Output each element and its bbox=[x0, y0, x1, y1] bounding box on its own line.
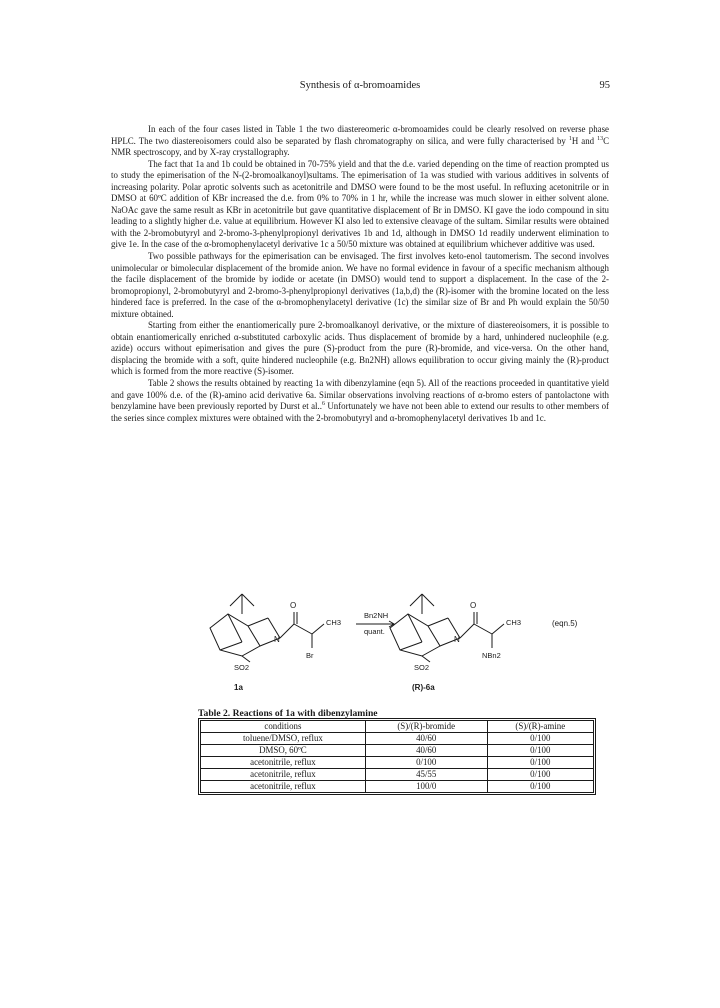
cell-conditions: acetonitrile, reflux bbox=[201, 781, 366, 793]
page-header bbox=[110, 80, 610, 96]
table-row bbox=[201, 745, 594, 757]
cell-amine-ratio: 0/100 bbox=[487, 769, 593, 781]
reaction-scheme bbox=[190, 578, 610, 708]
cell-conditions: toluene/DMSO, reflux bbox=[201, 733, 366, 745]
condition-label: quant. bbox=[364, 627, 385, 636]
reactant-ch3: CH3 bbox=[326, 618, 342, 627]
paragraph-5: Table 2 shows the results obtained by reacting 1a with dibenzylamine (eqn 5). All of the reactions proceeded in quantitative yield and gave 100% d.e. of the (R)-amino acid derivative 6a. Similar observations involving reactions of α-bromo esters of pantolactone with benzylamine have been previously reported by Durst et al..$^6$ Unfortunately we have not been able to extend our results to other members of the series since complex mixtures were obtained with the 2-bromobutyryl and α-bromophenylacetyl derivatives 1b and 1c. bbox=[111, 378, 610, 423]
reaction-scheme-drawing bbox=[190, 578, 610, 708]
results-table bbox=[200, 720, 594, 793]
cell-bromide-ratio: 40/60 bbox=[365, 745, 487, 757]
header-conditions: conditions bbox=[201, 721, 366, 733]
product-label: (R)-6a bbox=[412, 683, 435, 692]
product-nitrogen: N bbox=[454, 635, 460, 644]
reagent-label: Bn2NH bbox=[364, 611, 389, 620]
paragraph-4: Starting from either the enantiomerically pure 2-bromoalkanoyl derivative, or the mixture of diastereoisomers, it is possible to obtain enantiomerically enriched α-substituted carboxylic acids. Thus displacement of bromide by a hard, unhindered nucleophile (e.g. azide) occurs without epimerisation and gives the pure (S)-product from the pure (R)-bromide, and vice-versa. On the other hand, displacing the bromide with a soft, quite hindered nucleophile (e.g. Bn2NH) allows equilibration to occur giving mainly the (R)-product which is formed from the more reactive (S)-isomer. bbox=[111, 320, 609, 377]
table-caption: Table 2. Reactions of 1a with dibenzylamine bbox=[198, 708, 378, 719]
table-header-row bbox=[201, 721, 594, 733]
table-row bbox=[201, 757, 594, 769]
equation-label: (eqn.5) bbox=[552, 619, 578, 628]
cell-bromide-ratio: 0/100 bbox=[365, 757, 487, 769]
reactant-so2: SO2 bbox=[234, 663, 250, 672]
paragraph-3: Two possible pathways for the epimerisation can be envisaged. The first involves keto-enol tautomerism. The second involves unimolecular or bimolecular displacement of the bromide anion. We have no formal evidence in favour of a specific mechanism although the facile displacement of the bromide by iodide or acetate (in DMSO) would tend to support a displacement. In the case of the 2-bromopropionyl, 2-bromobutyryl and 2-bromo-3-phenylpropionyl derivatives (1a,b,d) the (R)-isomer with the bromine located on the less hindered face is preferred. In the case of the α-bromophenylacetyl derivative (1c) the similar size of Br and Ph would explain the 50/50 mixture obtained. bbox=[111, 251, 609, 319]
table-row bbox=[201, 769, 594, 781]
cell-amine-ratio: 0/100 bbox=[487, 745, 593, 757]
reactant-nitrogen: N bbox=[274, 635, 280, 644]
reactant-label: 1a bbox=[234, 683, 243, 692]
paragraph-1: In each of the four cases listed in Table 1 the two diastereomeric α-bromoamides could be clearly resolved on reverse phase HPLC. The two diastereoisomers could also be separated by flash chromatography on silica, and were fully characterised by $^1$H and $^{13}$C NMR spectroscopy, and by X-ray crystallography. bbox=[111, 124, 609, 158]
product-so2: SO2 bbox=[414, 663, 430, 672]
header-amine-ratio: (S)/(R)-amine bbox=[487, 721, 593, 733]
cell-amine-ratio: 0/100 bbox=[487, 757, 593, 769]
product-oxygen: O bbox=[470, 601, 477, 610]
table-row bbox=[201, 781, 594, 793]
body-text bbox=[111, 124, 609, 424]
product-ch3: CH3 bbox=[506, 618, 522, 627]
cell-bromide-ratio: 100/0 bbox=[365, 781, 487, 793]
cell-conditions: acetonitrile, reflux bbox=[201, 757, 366, 769]
cell-amine-ratio: 0/100 bbox=[487, 733, 593, 745]
cell-conditions: DMSO, 60ºC bbox=[201, 745, 366, 757]
paragraph-2: The fact that 1a and 1b could be obtained in 70-75% yield and that the d.e. varied depending on the time of reaction prompted us to study the epimerisation of the N-(2-bromoalkanoyl)sultams. The epimerisation of 1a was studied with various additives in solvents of increasing polarity. Polar aprotic solvents such as acetonitrile and DMSO were found to be the most useful. In refluxing acetonitrile or in DMSO at 60ºC addition of KBr increased the d.e. from 0% to 70% in 1 hr, while the increase was much slower in either solvent alone. NaOAc gave the same result as KBr in acetonitrile but gave quantitative displacement of Br in DMSO. KI gave the iodo compound in situ leading to a slightly higher d.e. value at equilibrium. However KI also led to extensive cleavage of the sultam. Similar results were obtained with the 2-bromobutyryl and 2-bromo-3-phenylpropionyl derivatives 1b and 1d, although in DMSO 1d readily underwent elimination to give 1e. In the case of the α-bromophenylacetyl derivative 1c a 50/50 mixture was obtained at equilibrium whichever additive was used. bbox=[111, 158, 609, 250]
reactant-oxygen: O bbox=[290, 601, 297, 610]
page-number: 95 bbox=[599, 80, 610, 91]
product-nbn2: NBn2 bbox=[482, 651, 501, 660]
table-row bbox=[201, 733, 594, 745]
header-bromide-ratio: (S)/(R)-bromide bbox=[365, 721, 487, 733]
cell-conditions: acetonitrile, reflux bbox=[201, 769, 366, 781]
running-title: Synthesis of α-bromoamides bbox=[299, 80, 421, 91]
reactant-bromine: Br bbox=[306, 651, 314, 660]
cell-bromide-ratio: 45/55 bbox=[365, 769, 487, 781]
cell-amine-ratio: 0/100 bbox=[487, 781, 593, 793]
cell-bromide-ratio: 40/60 bbox=[365, 733, 487, 745]
